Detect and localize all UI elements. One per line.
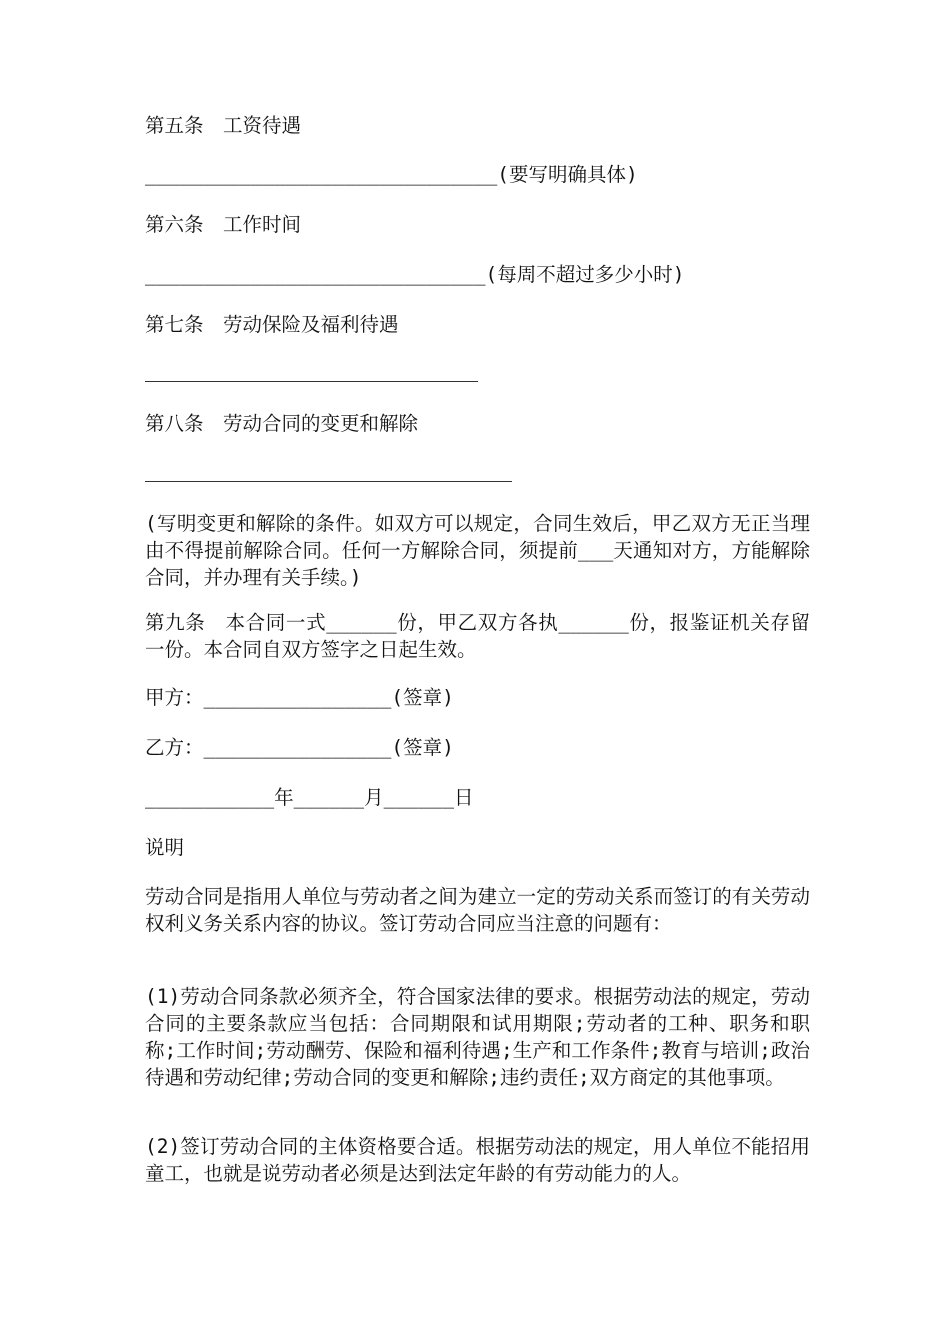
explanation-point-2: (2)签订劳动合同的主体资格要合适。根据劳动法的规定，用人单位不能招用童工，也就是说劳动者必须是达到法定年龄的有劳动能力的人。 xyxy=(145,1135,810,1185)
article-8-heading: 第八条 劳动合同的变更和解除 xyxy=(145,412,419,435)
article-5-heading: 第五条 工资待遇 xyxy=(145,114,302,137)
article-9-text: 第九条 本合同一式______份，甲乙双方各执______份，报鉴证机关存留一份。本合同自双方签字之日起生效。 xyxy=(145,611,810,661)
article-5-blank-line: ______________________________(要写明确具体) xyxy=(145,163,638,186)
party-b-signature-line: 乙方：________________(签章) xyxy=(145,736,454,759)
article-7-heading: 第七条 劳动保险及福利待遇 xyxy=(145,313,399,336)
article-8-blank-rule xyxy=(145,481,512,482)
article-7-blank-rule xyxy=(145,381,478,382)
party-a-signature-line: 甲方：________________(签章) xyxy=(145,686,454,709)
explanation-intro: 劳动合同是指用人单位与劳动者之间为建立一定的劳动关系而签订的有关劳动权利义务关系内容的协议。签订劳动合同应当注意的问题有： xyxy=(145,885,810,935)
article-6-blank-line: _____________________________(每周不超过多少小时) xyxy=(145,263,685,286)
explanation-point-1: (1)劳动合同条款必须齐全，符合国家法律的要求。根据劳动法的规定，劳动合同的主要条款应当包括：合同期限和试用期限;劳动者的工种、职务和职称;工作时间;劳动酬劳、保险和福利待遇;生产和工作条件;教育与培训;政治待遇和劳动纪律;劳动合同的变更和解除;违约责任;双方商定的其他事项。 xyxy=(145,985,810,1089)
explanation-title: 说明 xyxy=(145,836,185,859)
date-line: ___________年______月______日 xyxy=(145,786,474,809)
article-6-heading: 第六条 工作时间 xyxy=(145,213,302,236)
article-8-note: (写明变更和解除的条件。如双方可以规定，合同生效后，甲乙双方无正当理由不得提前解除合同。任何一方解除合同，须提前___天通知对方，方能解除合同，并办理有关手续。) xyxy=(145,512,810,589)
